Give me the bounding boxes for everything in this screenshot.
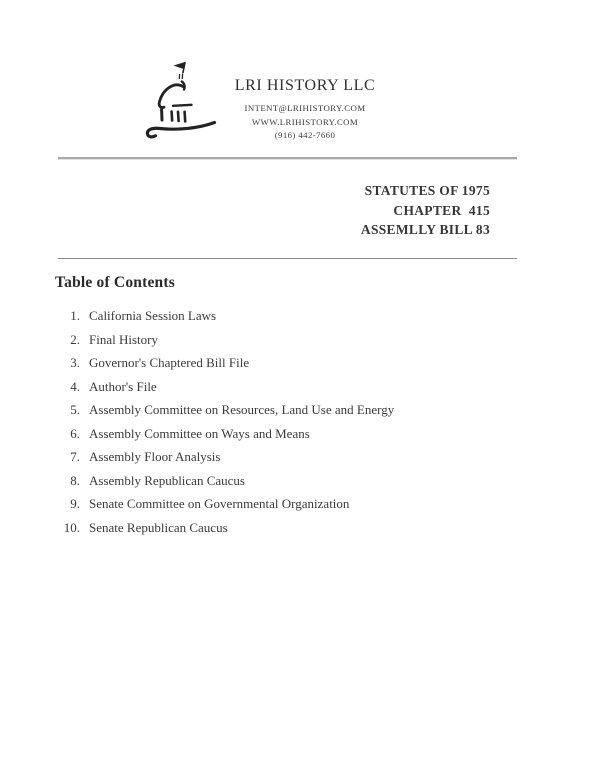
toc-list — [55, 308, 515, 543]
toc-item-number: 5. — [70, 402, 80, 417]
toc-item-number: 7. — [70, 449, 80, 464]
toc-item-number: 3. — [70, 355, 80, 370]
company-name: LRI HISTORY LLC — [234, 77, 376, 94]
toc-item-label: Governor's Chaptered Bill File — [89, 355, 250, 370]
bill-line: ASSEMLLY BILL 83 — [360, 222, 490, 237]
toc-item — [55, 426, 515, 450]
toc-item-label: Assembly Committee on Resources, Land Use and Energy — [89, 402, 395, 417]
toc-item — [55, 402, 515, 426]
toc-item — [55, 473, 515, 497]
toc-item — [55, 308, 515, 332]
toc-item — [55, 332, 515, 356]
toc-item-number: 8. — [70, 472, 80, 488]
toc-item-number: 4. — [70, 378, 80, 394]
toc-item-number: 1. — [70, 308, 80, 323]
toc-item-label: Senate Committee on Governmental Organization — [89, 496, 350, 511]
divider-bottom — [58, 258, 517, 259]
company-website: WWW.LRIHISTORY.COM — [251, 116, 359, 127]
letterhead — [185, 76, 425, 143]
toc-item — [55, 520, 515, 544]
toc-item-label: Final History — [89, 331, 158, 347]
toc-item — [55, 449, 515, 473]
toc-item-number: 6. — [70, 425, 80, 441]
toc-item — [55, 379, 515, 403]
chapter-line: CHAPTER 415 — [393, 202, 490, 218]
toc-item-label: Assembly Committee on Ways and Means — [89, 425, 310, 441]
toc-item-number: 2. — [70, 331, 80, 347]
toc-item — [55, 355, 515, 379]
toc-item — [55, 496, 515, 520]
toc-item-label: Author's File — [89, 378, 157, 394]
company-email: INTENT@LRIHISTORY.COM — [244, 103, 366, 113]
toc-item-label: Senate Republican Caucus — [89, 519, 228, 535]
toc-item-label: Assembly Republican Caucus — [89, 472, 245, 488]
statute-reference-block — [361, 181, 490, 240]
toc-item-number: 10. — [63, 519, 80, 535]
toc-item-number: 9. — [70, 496, 80, 511]
divider-top — [58, 157, 517, 159]
contact-block — [185, 102, 425, 143]
company-phone: (916) 442-7660 — [274, 130, 336, 140]
statutes-line: STATUTES OF 1975 — [364, 183, 490, 198]
toc-item-label: California Session Laws — [89, 308, 217, 323]
toc-heading: Table of Contents — [55, 274, 175, 291]
toc-item-label: Assembly Floor Analysis — [89, 449, 221, 464]
